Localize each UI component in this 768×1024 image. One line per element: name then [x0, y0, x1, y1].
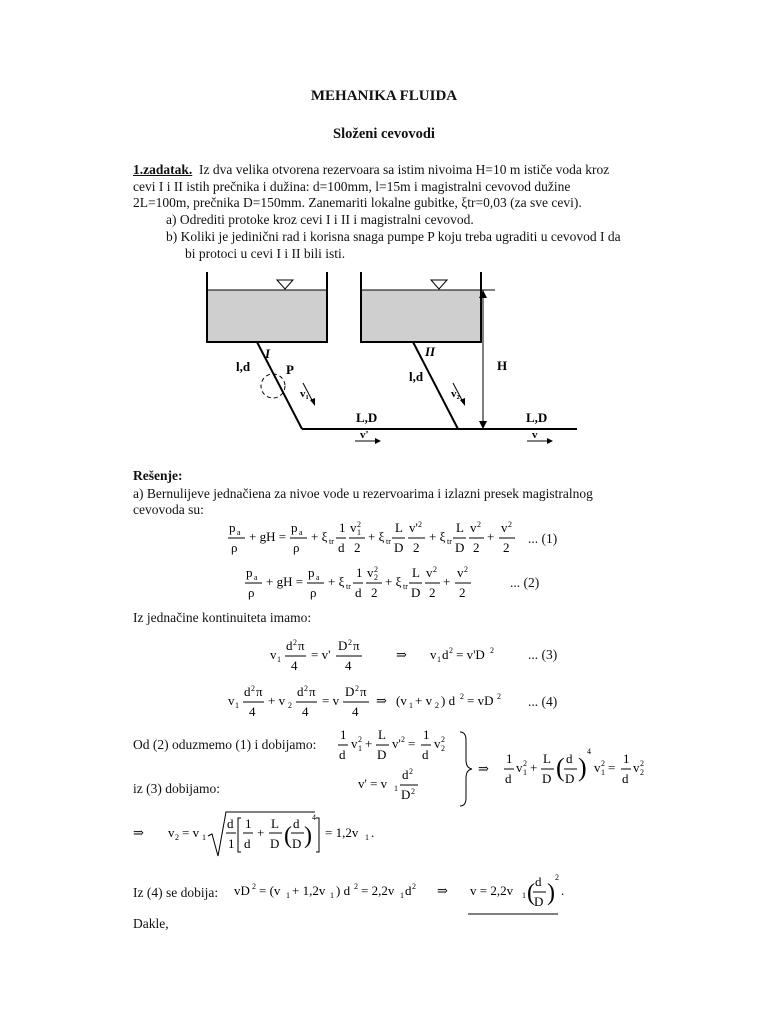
svg-text:v: v: [470, 520, 477, 535]
svg-text:4: 4: [302, 704, 309, 719]
svg-text:+ v: + v: [268, 693, 286, 708]
svg-text:D: D: [270, 836, 280, 851]
svg-text:tr: tr: [346, 582, 351, 591]
svg-text:tr: tr: [447, 537, 452, 546]
svg-text:+: +: [443, 574, 451, 589]
pipe-2-dim-label: l,d: [409, 369, 424, 384]
dakle-text: Dakle,: [133, 916, 169, 931]
svg-text:2: 2: [555, 873, 559, 882]
svg-text:2: 2: [640, 768, 644, 777]
svg-text:tr: tr: [403, 582, 408, 591]
svg-text:+ ξ: + ξ: [328, 574, 345, 589]
svg-text:2: 2: [523, 759, 527, 768]
svg-text:L: L: [271, 816, 279, 831]
svg-text:1: 1: [506, 751, 513, 766]
task-line-1: [133, 162, 653, 179]
equation-3-tag: ... (3): [528, 647, 558, 662]
svg-text:+: +: [530, 760, 538, 775]
svg-text:(: (: [284, 823, 292, 849]
svg-text:(: (: [527, 880, 535, 906]
svg-text:2: 2: [293, 638, 297, 647]
svg-text:4: 4: [249, 704, 256, 719]
svg-text:=: =: [408, 736, 416, 751]
svg-text:⇒: ⇒: [376, 693, 387, 708]
svg-text:2: 2: [413, 540, 420, 555]
svg-text:v: v: [168, 825, 175, 840]
level-marker-1-icon: [277, 280, 293, 289]
svg-text:d: d: [355, 585, 362, 600]
svg-text:2: 2: [459, 585, 466, 600]
svg-text:+: +: [487, 529, 495, 544]
v2-label: v₂: [451, 388, 460, 400]
svg-text:1: 1: [357, 528, 361, 537]
task-line-3: 2L=100m, prečnika D=150mm. Zanemariti lokalne gubitke, ξtr=0,03 (za sve cevi).: [133, 195, 582, 210]
svg-text:d: d: [402, 767, 409, 782]
svg-text:D: D: [292, 836, 302, 851]
v1-arrow-head-icon: [310, 398, 315, 406]
pipe-2-label: II: [425, 344, 436, 359]
svg-text:(: (: [556, 753, 565, 782]
reservoir-diagram: [195, 268, 590, 452]
svg-text:v: v: [434, 736, 441, 751]
task-line-2: cevi I i II istih prečnika i dužina: d=100mm, l=15m i magistralni cevovod dužine: [133, 179, 571, 194]
svg-text:= vD: = vD: [467, 693, 494, 708]
page-subtitle: Složeni cevovodi: [333, 126, 435, 142]
svg-text:+ gH =: + gH =: [249, 529, 287, 544]
svg-text:D: D: [338, 638, 348, 653]
svg-text:p: p: [291, 520, 298, 535]
pump-circle: [261, 374, 285, 398]
svg-text:L: L: [456, 520, 464, 535]
continuity-text: Iz jednačine kontinuiteta imamo:: [133, 610, 312, 625]
equation-3: [268, 636, 518, 676]
svg-text:2: 2: [441, 744, 445, 753]
svg-text:ρ: ρ: [248, 585, 255, 600]
svg-text:v: v: [350, 520, 357, 535]
svg-text:v: v: [457, 565, 464, 580]
svg-text:= v'D: = v'D: [456, 647, 485, 662]
svg-text:d: d: [566, 751, 573, 766]
svg-text:d: d: [505, 771, 512, 786]
svg-text:2: 2: [640, 759, 644, 768]
equation-v2: [130, 806, 390, 860]
svg-text:2: 2: [355, 684, 359, 693]
svg-text:+ ξ: + ξ: [311, 529, 328, 544]
equation-vprime: [356, 765, 436, 805]
svg-text:+ ξ: + ξ: [368, 529, 385, 544]
task-text-1: Iz dva velika otvorena rezervoara sa istim nivoima H=10 m ističe voda kroz: [199, 162, 610, 177]
svg-text:v: v: [351, 736, 358, 751]
reservoir-1-water: [207, 290, 327, 342]
svg-text:2: 2: [251, 684, 255, 693]
solution-heading: Rešenje:: [133, 468, 183, 483]
svg-text:d: d: [442, 647, 449, 662]
svg-text:p: p: [246, 565, 253, 580]
svg-text:d: d: [244, 836, 251, 851]
svg-text:d: d: [244, 684, 251, 699]
svg-text:): ): [547, 880, 555, 906]
svg-text:= 2,2v: = 2,2v: [361, 883, 395, 898]
svg-text:2: 2: [374, 565, 378, 574]
svg-text:1: 1: [340, 727, 347, 742]
svg-text:D: D: [401, 787, 411, 802]
svg-text:p: p: [308, 565, 315, 580]
svg-text:1: 1: [339, 520, 346, 535]
svg-text:4: 4: [312, 813, 316, 822]
svg-text:v': v': [409, 520, 418, 535]
equation-1: [225, 518, 565, 558]
svg-text:2: 2: [435, 701, 439, 710]
svg-text:d: d: [339, 747, 346, 762]
svg-text:= v: = v: [322, 693, 340, 708]
svg-text:v: v: [228, 693, 235, 708]
svg-text:d: d: [535, 874, 542, 889]
svg-text:2: 2: [464, 565, 468, 574]
svg-text:+ gH =: + gH =: [266, 574, 304, 589]
svg-text:d: d: [293, 816, 300, 831]
svg-text:d: d: [338, 540, 345, 555]
svg-text:a: a: [237, 528, 241, 537]
page-title: MEHANIKA FLUIDA: [310, 88, 458, 104]
svg-text:2: 2: [503, 540, 510, 555]
svg-text:d: d: [405, 883, 412, 898]
svg-text:+: +: [365, 736, 373, 751]
svg-text:1: 1: [245, 816, 252, 831]
subtract-text: Od (2) oduzmemo (1) i dobijamo:: [133, 737, 317, 752]
svg-text:2: 2: [449, 646, 453, 655]
svg-text:v: v: [367, 565, 374, 580]
svg-text:D: D: [542, 771, 552, 786]
svg-text:.: .: [561, 883, 565, 898]
svg-text:⇒: ⇒: [133, 825, 144, 840]
svg-text:d: d: [422, 747, 429, 762]
level-marker-2-icon: [431, 280, 447, 289]
equation-1-tag: ... (1): [528, 531, 558, 546]
svg-text:): ): [578, 753, 587, 782]
svg-text:a: a: [254, 573, 258, 582]
svg-text:= v: = v: [182, 825, 200, 840]
svg-text:2: 2: [411, 787, 415, 796]
equation-from-4: [230, 872, 570, 918]
svg-text:4: 4: [587, 747, 591, 756]
svg-text:2: 2: [460, 692, 464, 701]
task-item-b-2: bi protoci u cevi I i II bili isti.: [185, 246, 346, 261]
svg-text:1: 1: [202, 833, 206, 842]
v1-label: v₁: [300, 388, 309, 400]
svg-text:2: 2: [441, 735, 445, 744]
svg-text:2: 2: [473, 540, 480, 555]
svg-text:4: 4: [345, 658, 352, 673]
vprime-label: v': [360, 429, 369, 441]
pipe-1-dim-label: l,d: [236, 359, 251, 374]
svg-text:1: 1: [522, 891, 526, 900]
equation-difference: [336, 725, 456, 765]
svg-text:D: D: [455, 540, 465, 555]
svg-text:v = 2,2v: v = 2,2v: [470, 883, 514, 898]
svg-text:= (v: = (v: [259, 883, 281, 898]
svg-text:⇒: ⇒: [437, 883, 448, 898]
svg-text:⇒: ⇒: [478, 761, 489, 776]
from-4-text: Iz (4) se dobija:: [133, 885, 219, 900]
svg-text:= v': = v': [311, 647, 331, 662]
svg-text:L: L: [395, 520, 403, 535]
equation-2: [242, 563, 492, 603]
v2-arrow-head-icon: [460, 398, 465, 406]
svg-text:ρ: ρ: [293, 540, 300, 555]
svg-text:4: 4: [352, 704, 359, 719]
svg-text:=: =: [608, 760, 616, 775]
svg-text:L: L: [378, 727, 386, 742]
svg-text:1: 1: [409, 701, 413, 710]
svg-text:1: 1: [601, 768, 605, 777]
svg-text:1: 1: [623, 751, 630, 766]
svg-text:v: v: [426, 565, 433, 580]
pipe-1-label: I: [265, 346, 271, 361]
from-3-text: iz (3) dobijamo:: [133, 781, 220, 796]
svg-text:1: 1: [400, 891, 404, 900]
svg-text:1: 1: [356, 565, 363, 580]
svg-text:2: 2: [433, 565, 437, 574]
vprime-arrow-head-icon: [375, 438, 381, 444]
height-label: H: [497, 358, 508, 373]
svg-text:v: v: [270, 647, 277, 662]
equation-4: [226, 682, 516, 722]
svg-text:vD: vD: [234, 883, 250, 898]
svg-text:): ): [304, 823, 312, 849]
svg-text:L: L: [543, 751, 551, 766]
svg-text:2: 2: [508, 520, 512, 529]
v-arrow-head-icon: [547, 438, 553, 444]
svg-text:1: 1: [437, 655, 441, 664]
svg-text:v: v: [633, 760, 640, 775]
svg-text:4: 4: [291, 658, 298, 673]
svg-text:1: 1: [394, 784, 398, 793]
svg-text:D: D: [345, 684, 355, 699]
svg-text:tr: tr: [329, 537, 334, 546]
equation-4-tag: ... (4): [528, 694, 558, 709]
task-label: 1.zadatak.: [133, 162, 193, 177]
v-label: v: [532, 429, 538, 441]
main-pipe-dim-label-2: L,D: [526, 410, 548, 425]
svg-text:a: a: [299, 528, 303, 537]
svg-text:L: L: [412, 565, 420, 580]
svg-text:D: D: [534, 894, 544, 909]
svg-text:2: 2: [490, 646, 494, 655]
svg-text:p: p: [229, 520, 236, 535]
svg-text:v: v: [501, 520, 508, 535]
svg-text:2: 2: [418, 520, 422, 529]
svg-text:2: 2: [354, 540, 361, 555]
svg-text:+ 1,2v: + 1,2v: [292, 883, 326, 898]
svg-text:2: 2: [429, 585, 436, 600]
svg-text:π: π: [298, 638, 305, 653]
svg-text:2: 2: [401, 735, 405, 744]
svg-text:2: 2: [288, 701, 292, 710]
svg-text:= 1,2v: = 1,2v: [325, 825, 359, 840]
svg-text:D: D: [394, 540, 404, 555]
svg-text:1: 1: [277, 655, 281, 664]
svg-text:v: v: [594, 760, 601, 775]
svg-text:2: 2: [252, 882, 256, 891]
svg-text:1: 1: [523, 768, 527, 777]
svg-text:2: 2: [348, 638, 352, 647]
svg-text:1: 1: [365, 833, 369, 842]
svg-text:π: π: [309, 684, 316, 699]
svg-text:2: 2: [412, 882, 416, 891]
svg-text:2: 2: [374, 573, 378, 582]
svg-text:2: 2: [497, 692, 501, 701]
svg-text:+: +: [257, 825, 265, 840]
task-item-a: a) Odrediti protoke kroz cevi I i II i magistralni cevovod.: [166, 212, 474, 227]
svg-text:2: 2: [358, 735, 362, 744]
svg-text:v: v: [430, 647, 437, 662]
pipe-2: [413, 342, 458, 429]
arrow-down-icon: [479, 421, 487, 429]
svg-text:D: D: [565, 771, 575, 786]
right-brace: [460, 732, 472, 806]
svg-text:2: 2: [477, 520, 481, 529]
svg-text:d: d: [286, 638, 293, 653]
svg-text:+ ξ: + ξ: [429, 529, 446, 544]
svg-text:2: 2: [354, 882, 358, 891]
svg-text:a: a: [316, 573, 320, 582]
svg-text:2: 2: [409, 767, 413, 776]
svg-text:v': v': [392, 736, 401, 751]
svg-text:(v: (v: [396, 693, 407, 708]
svg-text:) d: ) d: [441, 693, 456, 708]
pump-label: P: [286, 362, 294, 377]
reservoir-2-water: [361, 290, 481, 342]
svg-text:π: π: [256, 684, 263, 699]
solution-a-line-1: a) Bernulijeve jednačiena za nivoe vode u rezervoarima i izlazni presek magistralnog: [133, 486, 593, 501]
svg-text:π: π: [353, 638, 360, 653]
svg-text:d: d: [622, 771, 629, 786]
svg-text:2: 2: [304, 684, 308, 693]
pipe-1: [257, 342, 302, 429]
svg-text:1: 1: [358, 744, 362, 753]
svg-text:D: D: [377, 747, 387, 762]
svg-text:v' = v: v' = v: [358, 776, 388, 791]
main-pipe-dim-label-1: L,D: [356, 410, 378, 425]
task-item-b-1: b) Koliki je jedinični rad i korisna snaga pumpe P koju treba ugraditi u cevovod I da: [166, 229, 621, 244]
svg-text:π: π: [360, 684, 367, 699]
equation-2-tag: ... (2): [510, 575, 540, 590]
svg-text:1: 1: [423, 727, 430, 742]
svg-text:1: 1: [228, 836, 235, 851]
svg-text:ρ: ρ: [310, 585, 317, 600]
svg-text:) d: ) d: [336, 883, 351, 898]
svg-text:v: v: [516, 760, 523, 775]
svg-text:d: d: [297, 684, 304, 699]
svg-text:ρ: ρ: [231, 540, 238, 555]
svg-text:1: 1: [286, 891, 290, 900]
svg-text:1: 1: [235, 701, 239, 710]
svg-text:2: 2: [371, 585, 378, 600]
svg-text:d: d: [227, 816, 234, 831]
solution-a-line-2: cevovoda su:: [133, 502, 204, 517]
svg-text:2: 2: [601, 759, 605, 768]
svg-text:⇒: ⇒: [396, 647, 407, 662]
svg-text:+ ξ: + ξ: [385, 574, 402, 589]
svg-text:1: 1: [330, 891, 334, 900]
svg-text:tr: tr: [386, 537, 391, 546]
svg-text:+ v: + v: [415, 693, 433, 708]
svg-text:2: 2: [175, 833, 179, 842]
combined-result: [458, 730, 658, 808]
svg-text:2: 2: [357, 520, 361, 529]
svg-text:.: .: [371, 825, 375, 840]
svg-text:D: D: [411, 585, 421, 600]
